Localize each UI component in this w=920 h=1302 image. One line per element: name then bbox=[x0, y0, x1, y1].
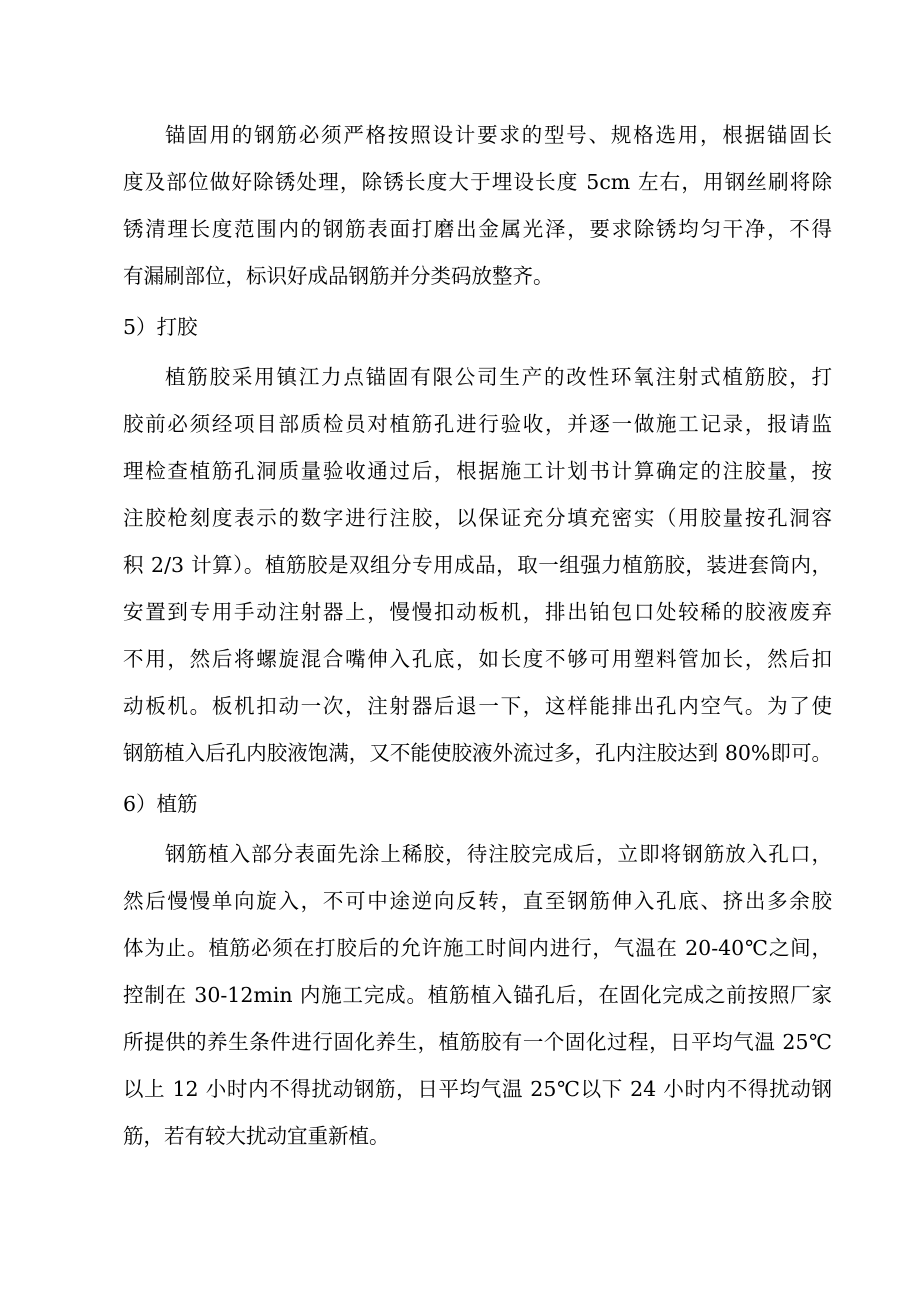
text-line: 筋，若有较大扰动宜重新植。 bbox=[123, 1124, 390, 1148]
text-line: 然后慢慢单向旋入，不可中途逆向反转，直至钢筋伸入孔底、挤出多余胶 bbox=[123, 889, 832, 913]
text-line: 动板机。板机扣动一次，注射器后退一下，这样能排出孔内空气。为了使 bbox=[123, 694, 832, 718]
text-line: 积 2/3 计算）。植筋胶是双组分专用成品，取一组强力植筋胶，装进套筒内， bbox=[123, 553, 832, 577]
text-line: 所提供的养生条件进行固化养生，植筋胶有一个固化过程，日平均气温 25℃ bbox=[123, 1030, 832, 1054]
text-line: 以上 12 小时内不得扰动钢筋，日平均气温 25℃以下 24 小时内不得扰动钢 bbox=[123, 1077, 832, 1101]
text-line: 锚固用的钢筋必须严格按照设计要求的型号、规格选用，根据锚固长 bbox=[165, 123, 832, 147]
section-heading: 6）植筋 bbox=[123, 792, 198, 816]
text-line: 安置到专用手动注射器上，慢慢扣动板机，排出铂包口处较稀的胶液废弃 bbox=[123, 600, 832, 624]
text-line: 钢筋植入后孔内胶液饱满，又不能使胶液外流过多，孔内注胶达到 80%即可。 bbox=[123, 741, 832, 765]
section-heading: 5）打胶 bbox=[123, 315, 198, 339]
text-line: 体为止。植筋必须在打胶后的允许施工时间内进行，气温在 20-40℃之间， bbox=[123, 936, 832, 960]
text-line: 锈清理长度范围内的钢筋表面打磨出金属光泽，要求除锈均匀干净，不得 bbox=[123, 217, 832, 241]
text-line: 度及部位做好除锈处理，除锈长度大于埋设长度 5cm 左右，用钢丝刷将除 bbox=[123, 170, 832, 194]
text-line: 胶前必须经项目部质检员对植筋孔进行验收，并逐一做施工记录，报请监 bbox=[123, 412, 832, 436]
text-line: 控制在 30-12min 内施工完成。植筋植入锚孔后，在固化完成之前按照厂家 bbox=[123, 983, 832, 1007]
text-line: 理检查植筋孔洞质量验收通过后，根据施工计划书计算确定的注胶量，按 bbox=[123, 459, 832, 483]
text-line: 植筋胶采用镇江力点锚固有限公司生产的改性环氧注射式植筋胶，打 bbox=[165, 365, 832, 389]
text-line: 有漏刷部位，标识好成品钢筋并分类码放整齐。 bbox=[123, 264, 554, 288]
text-line: 注胶枪刻度表示的数字进行注胶，以保证充分填充密实（用胶量按孔洞容 bbox=[123, 506, 832, 530]
text-line: 不用，然后将螺旋混合嘴伸入孔底，如长度不够可用塑料管加长，然后扣 bbox=[123, 647, 832, 671]
text-line: 钢筋植入部分表面先涂上稀胶，待注胶完成后，立即将钢筋放入孔口， bbox=[165, 842, 832, 866]
